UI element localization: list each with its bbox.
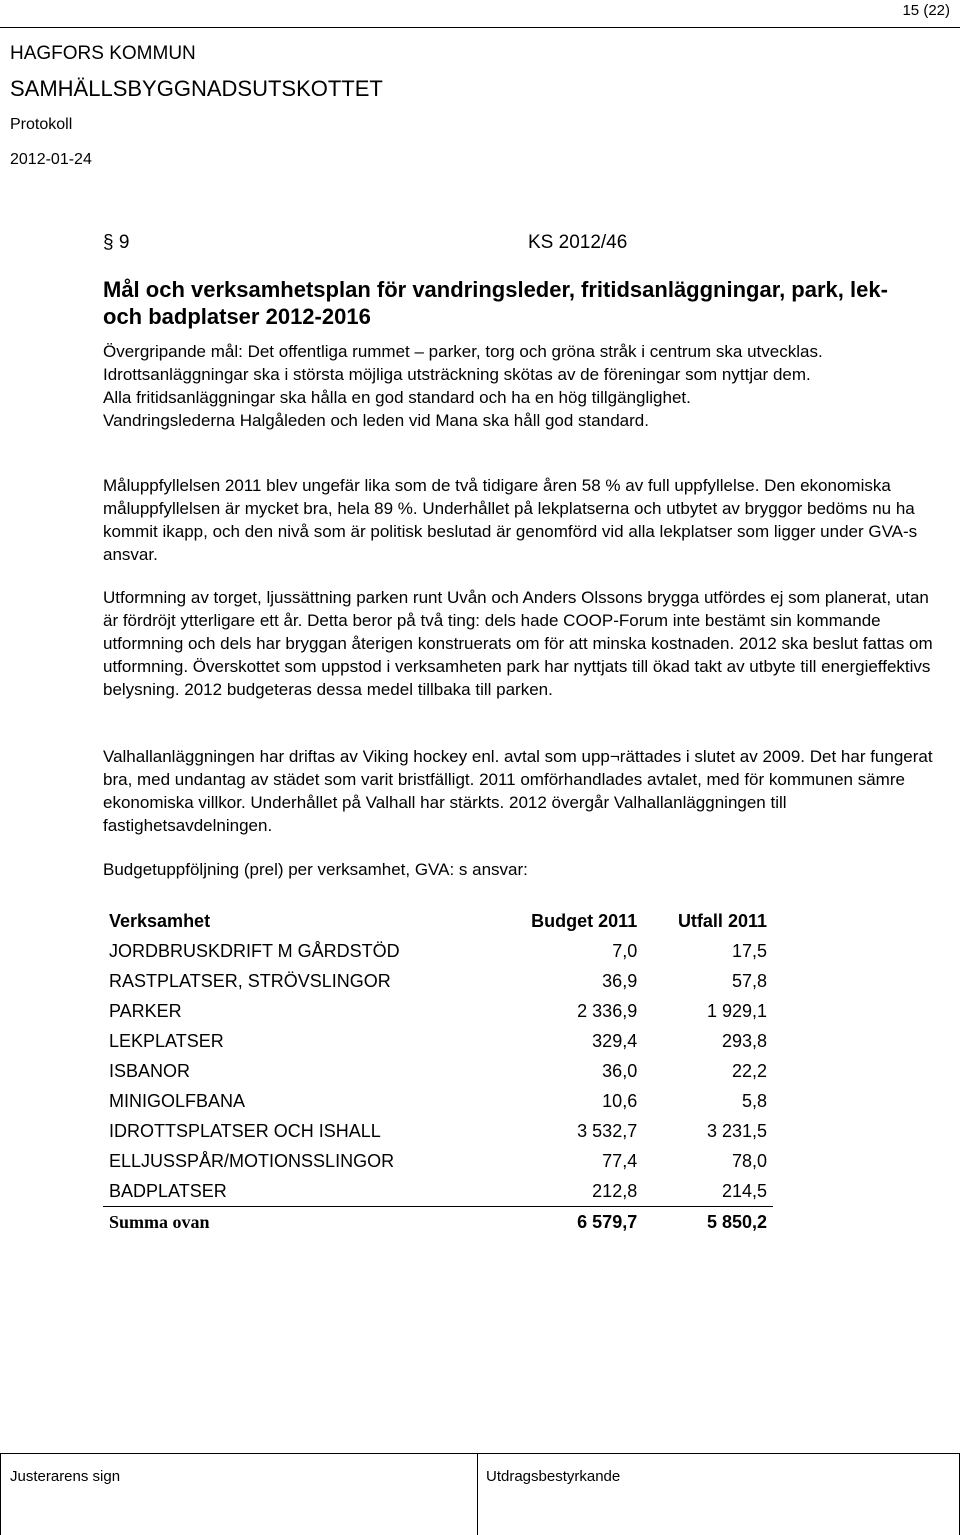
table-row [103,1026,773,1056]
goals-line: Övergripande mål: Det offentliga rummet – parker, torg och gröna stråk i centrum ska utvecklas. [103,342,823,361]
row-label: ISBANOR [109,1060,191,1081]
total-budget: 6 579,7 [577,1212,638,1232]
row-budget: 2 336,9 [577,1000,638,1021]
header-divider [0,27,960,28]
footer-border-middle [477,1453,478,1535]
row-label: MINIGOLFBANA [109,1090,246,1111]
reviewer-signature-label: Justerarens sign [10,1468,121,1485]
table-row [103,996,773,1026]
row-budget: 7,0 [612,940,638,961]
document-date: 2012-01-24 [10,151,92,168]
row-utfall: 17,5 [731,940,767,961]
square-design-paragraph: Utformning av torget, ljussättning parken runt Uvån och Anders Olssons brygga utfördes ej som planerat, utan är fördröjt ytterligare ett år. Detta beror på två ting: dels hade COOP-Forum inte bestämt sin kommande utformning och dels har bryggan återigen konstruerats om för att minska kostnaden. 2012 ska beslut fattas om utformning. Överskottet som uppstod i verksamheten park har nyttjats till ökad takt av utbyte till energieffektivs belysning. 2012 budgeteras dessa medel tillbaka till parken. [103,588,933,699]
row-budget: 3 532,7 [577,1120,638,1141]
extract-certification-label: Utdragsbestyrkande [486,1468,621,1485]
organization-name: HAGFORS KOMMUN [10,43,196,64]
row-budget: 36,0 [602,1060,638,1081]
table-row [103,936,773,966]
row-label: RASTPLATSER, STRÖVSLINGOR [109,970,391,991]
row-budget: 329,4 [592,1030,638,1051]
paragraph-number-value: 9 [118,232,130,253]
row-budget: 77,4 [602,1150,638,1171]
header-verksamhet: Verksamhet [109,910,211,931]
budget-table [103,906,773,1238]
paragraph-symbol: § [103,232,114,253]
row-utfall: 214,5 [643,1176,773,1207]
row-utfall: 293,8 [721,1030,767,1051]
footer-divider [0,1453,960,1454]
table-row [103,966,773,996]
row-label: ELLJUSSPÅR/MOTIONSSLINGOR [109,1150,395,1171]
header-utfall: Utfall 2011 [677,910,767,931]
budget-intro: Budgetuppföljning (prel) per verksamhet, GVA: s ansvar: [103,860,528,879]
row-label: LEKPLATSER [109,1030,224,1051]
table-header-row [103,906,773,936]
table-row [103,1146,773,1176]
committee-name: SAMHÄLLSBYGGNADSUTSKOTTET [10,76,383,101]
page-number: 15 (22) [902,2,950,19]
goals-line: Alla fritidsanläggningar ska hålla en god standard och ha en hög tillgänglighet. [103,388,691,407]
goals-line: Idrottsanläggningar ska i största möjliga utsträckning skötas av de föreningar som nyttjar dem. [103,365,811,384]
row-utfall: 5,8 [741,1090,767,1111]
row-label: BADPLATSER [103,1176,492,1207]
row-label: PARKER [109,1000,182,1021]
row-utfall: 1 929,1 [706,1000,767,1021]
table-row [103,1176,773,1207]
row-utfall: 22,2 [731,1060,767,1081]
row-budget: 36,9 [602,970,638,991]
valhall-paragraph: Valhallanläggningen har driftas av Viking hockey enl. avtal som upp¬rättades i slutet av 2009. Det har fungerat bra, med undantag av städet som varit bristfälligt. 2011 omförhandlades avtalet, med för kommunen sämre ekonomiska villkor. Underhållet på Valhall har stärkts. 2012 övergår Valhallanläggningen till fastighetsavdelningen. [103,747,933,835]
fulfillment-paragraph: Måluppfyllelsen 2011 blev ungefär lika som de två tidigare åren 58 % av full uppfyllelse. Den ekonomiska måluppfyllelsen är mycket bra, hela 89 %. Underhållet på lekplatserna och utbytet av bryggor bedöms nu ha kommit ikapp, och den nivå som är politisk beslutad är genomförd vid alla lekplatser som ligger under GVA-s ansvar. [103,476,918,564]
table-row [103,1056,773,1086]
row-utfall: 78,0 [731,1150,767,1171]
table-row [103,1116,773,1146]
case-number: KS 2012/46 [528,232,628,253]
total-label: Summa ovan [109,1212,210,1232]
row-label: JORDBRUSKDRIFT M GÅRDSTÖD [109,940,400,961]
row-label: IDROTTSPLATSER OCH ISHALL [109,1120,381,1141]
total-row [103,1207,773,1239]
goals-line: Vandringslederna Halgåleden och leden vid Mana ska håll god standard. [103,411,649,430]
table-row [103,1086,773,1116]
row-budget: 10,6 [602,1090,638,1111]
footer-border-left [0,1453,1,1535]
row-utfall: 3 231,5 [706,1120,767,1141]
header-budget: Budget 2011 [531,910,638,931]
row-utfall: 57,8 [731,970,767,991]
total-utfall: 5 850,2 [706,1212,767,1232]
section-title: Mål och verksamhetsplan för vandringsleder, fritidsanläggningar, park, lek- och badplatser 2012-2016 [103,277,888,329]
row-budget: 212,8 [492,1176,644,1207]
paragraph-number [103,232,129,254]
goals-paragraph [103,340,948,432]
document-type: Protokoll [10,116,73,133]
